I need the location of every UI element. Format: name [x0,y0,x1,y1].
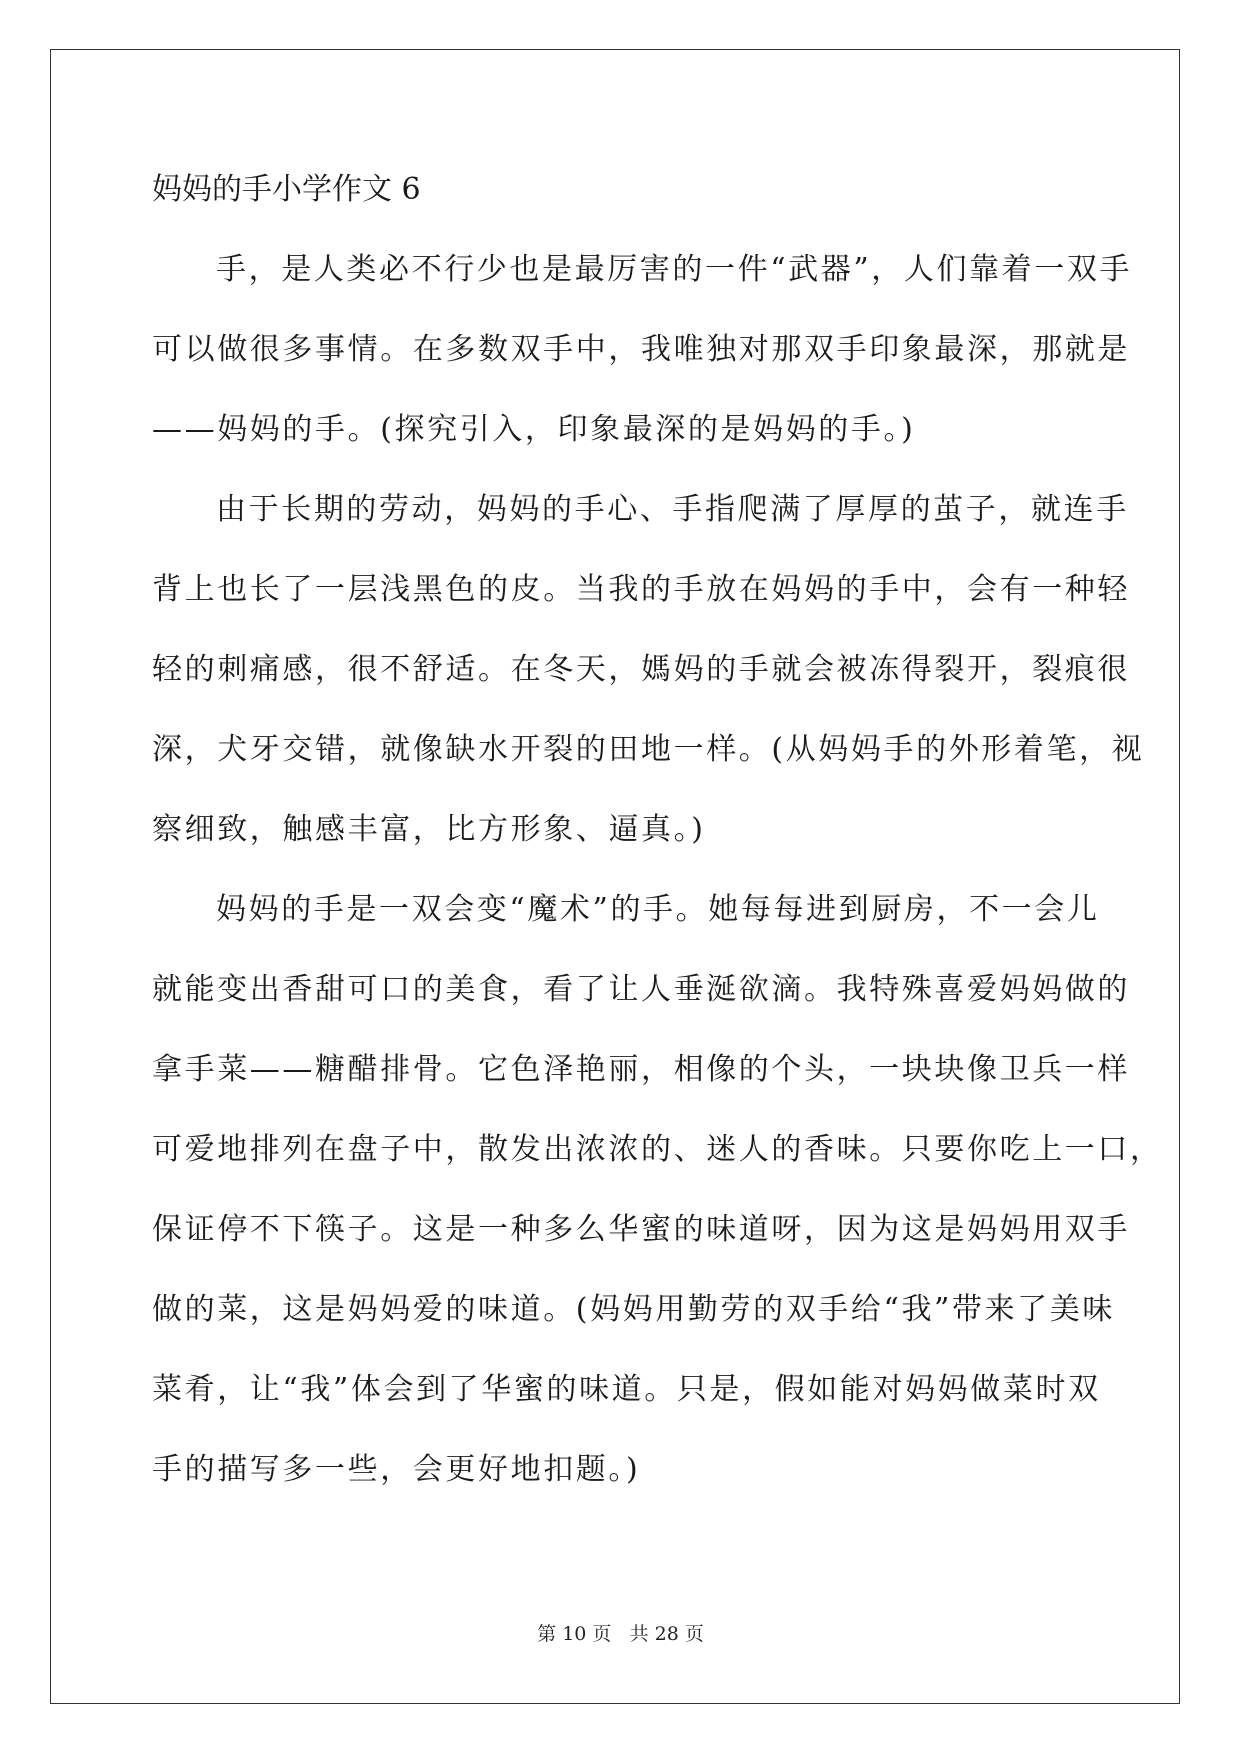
paragraph-3-line-6: 做的菜，这是妈妈爱的味道。(妈妈用勤劳的双手给“我”带来了美味 [152,1292,1115,1327]
page-number: 第 10 页 [537,1623,612,1645]
paragraph-2-line-2: 背上也长了一层浅黑色的皮。当我的手放在妈妈的手中，会有一种轻 [152,572,1130,607]
paragraph-3-line-3: 拿手菜——糖醋排骨。它色泽艳丽，相像的个头，一块块像卫兵一样 [152,1052,1130,1087]
total-pages: 共 28 页 [629,1623,704,1645]
paragraph-2-line-5: 察细致，触感丰富，比方形象、逼真。) [152,812,706,847]
footer-spacer [611,1623,629,1645]
paragraph-2-line-3: 轻的刺痛感，很不舒适。在冬天，媽妈的手就会被冻得裂开，裂痕很 [152,652,1130,687]
paragraph-2-line-1: 由于长期的劳动，妈妈的手心、手指爬满了厚厚的茧子，就连手 [216,492,1129,527]
paragraph-3-line-2: 就能变出香甜可口的美食，看了让人垂涎欲滴。我特殊喜爱妈妈做的 [152,972,1130,1007]
document-body [152,150,1163,1510]
paragraph-2-line-4: 深，犬牙交错，就像缺水开裂的田地一样。(从妈妈手的外形着笔，视 [152,732,1145,767]
paragraph-3-line-5: 保证停不下筷子。这是一种多么华蜜的味道呀，因为这是妈妈用双手 [152,1212,1130,1247]
paragraph-1-line-2: 可以做很多事情。在多数双手中，我唯独对那双手印象最深，那就是 [152,332,1130,367]
essay-title: 妈妈的手小学作文 6 [152,172,421,207]
paragraph-3-line-8: 手的描写多一些，会更好地扣题。) [152,1452,641,1487]
page-footer [0,1619,1241,1646]
paragraph-3-line-4: 可爱地排列在盘子中，散发出浓浓的、迷人的香味。只要你吃上一口， [152,1132,1163,1167]
paragraph-3-line-1: 妈妈的手是一双会变“魔术”的手。她每每进到厨房，不一会儿 [216,892,1100,927]
paragraph-1-line-1: 手，是人类必不行少也是最厉害的一件“武器”，人们靠着一双手 [216,252,1133,287]
paragraph-1-line-3: ——妈妈的手。(探究引入，印象最深的是妈妈的手。) [152,412,916,447]
paragraph-3-line-7: 菜肴，让“我”体会到了华蜜的味道。只是，假如能对妈妈做菜时双 [152,1372,1101,1407]
